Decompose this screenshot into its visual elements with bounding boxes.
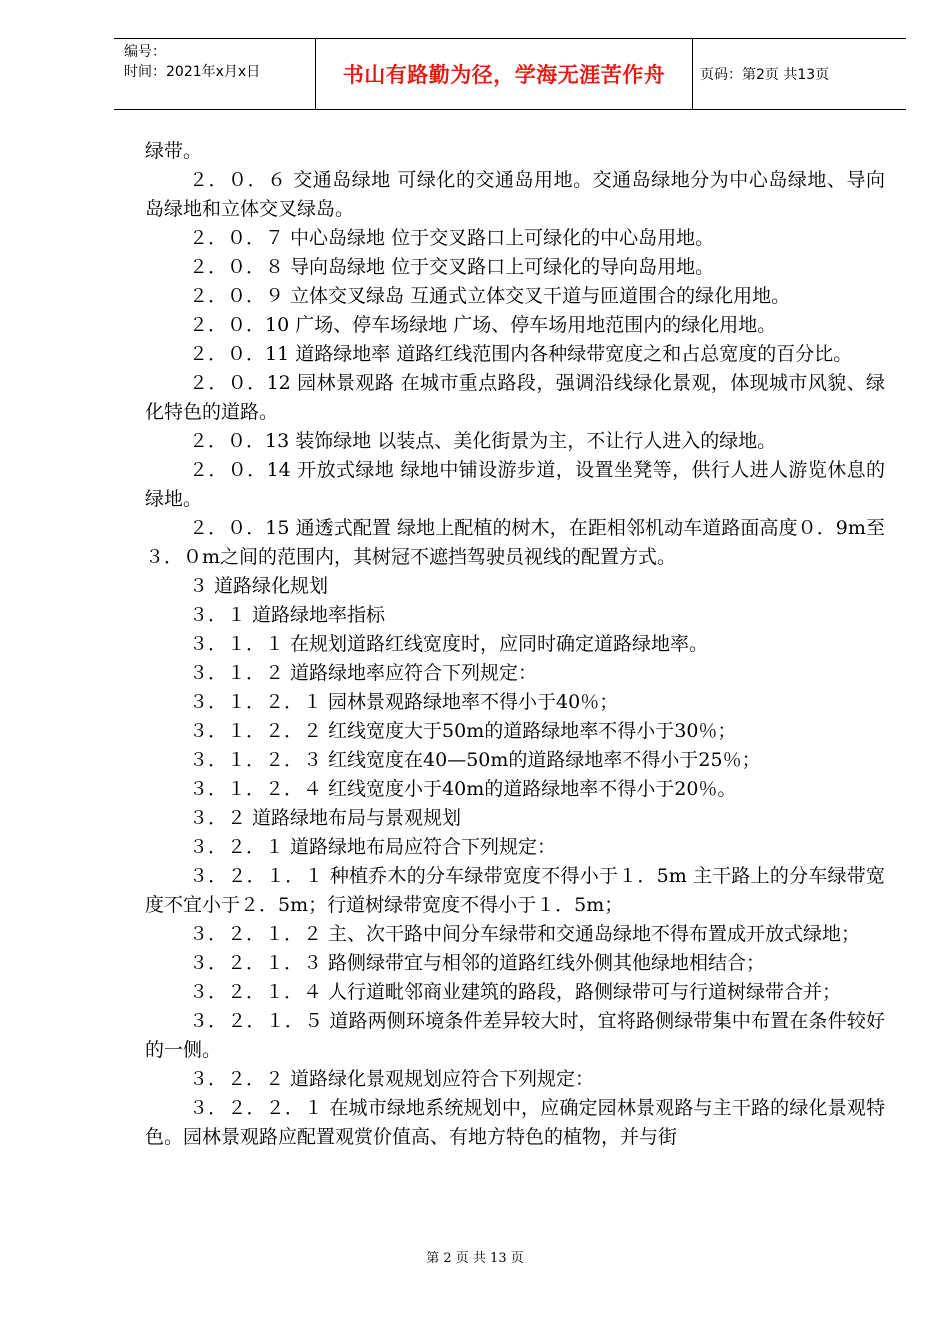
header-motto: 书山有路勤为径，学海无涯苦作舟 xyxy=(316,39,693,109)
paragraph: ３．１．２．２ 红线宽度大于50m的道路绿地率不得小于30％； xyxy=(189,720,737,742)
paragraph: ３．２．１．３ 路侧绿带宜与相邻的道路红线外侧其他绿地相结合； xyxy=(189,952,766,974)
paragraph: ３．２．１ 道路绿地布局应符合下列规定： xyxy=(189,836,557,858)
paragraph: ２．０．13 装饰绿地 以装点、美化街景为主，不让行人进入的绿地。 xyxy=(189,430,777,452)
number-label: 编号： xyxy=(124,44,166,60)
paragraph: ３．１．１ 在规划道路红线宽度时，应同时确定道路绿地率。 xyxy=(189,633,709,655)
paragraph: ２．０．14 开放式绿地 绿地中铺设游步道，设置坐凳等，供行人进人游览休息的绿地。 xyxy=(145,459,885,510)
document-body xyxy=(145,137,885,1152)
paragraph: ３．２．１．４ 人行道毗邻商业建筑的路段，路侧绿带可与行道树绿带合并； xyxy=(189,981,842,1003)
paragraph: ２．０．８ 导向岛绿地 位于交叉路口上可绿化的导向岛用地。 xyxy=(189,256,715,278)
header-page-info: 页码：第2页 共13页 xyxy=(700,67,830,83)
page-footer: 第 2 页 共 13 页 xyxy=(426,1251,524,1266)
section-heading: ３．１ 道路绿地率指标 xyxy=(189,604,386,626)
section-heading: ３．２ 道路绿地布局与景观规划 xyxy=(189,807,462,829)
paragraph: ２．０．12 园林景观路 在城市重点路段，强调沿线绿化景观，体现城市风貌、绿化特色的道路。 xyxy=(145,372,885,423)
paragraph: ３．２．１．２ 主、次干路中间分车绿带和交通岛绿地不得布置成开放式绿地； xyxy=(189,923,861,945)
section-heading: ３ 道路绿化规划 xyxy=(189,575,329,597)
paragraph: ３．１．２．４ 红线宽度小于40m的道路绿地率不得小于20％。 xyxy=(189,778,737,800)
paragraph: ３．１．２．３ 红线宽度在40—50m的道路绿地率不得小于25％； xyxy=(189,749,761,771)
paragraph: ２．０．９ 立体交叉绿岛 互通式立体交叉干道与匝道围合的绿化用地。 xyxy=(189,285,791,307)
paragraph: ３．１．２．１ 园林景观路绿地率不得小于40％； xyxy=(189,691,619,713)
header-meta xyxy=(114,39,316,109)
paragraph: ２．０．15 通透式配置 绿地上配植的树木，在距相邻机动车道路面高度０．9m至 ３．０m之间的范围内，其树冠不遮挡驾驶员视线的配置方式。 xyxy=(145,517,885,568)
paragraph: ２．０．６ 交通岛绿地 可绿化的交通岛用地。交通岛绿地分为中心岛绿地、导向岛绿地和立体交叉绿岛。 xyxy=(145,169,885,220)
paragraph: ３．２．１．５ 道路两侧环境条件差异较大时，宜将路侧绿带集中布置在条件较好的一侧。 xyxy=(145,1010,885,1061)
paragraph: 绿带。 xyxy=(145,140,203,162)
paragraph: ２．０．11 道路绿地率 道路红线范围内各种绿带宽度之和占总宽度的百分比。 xyxy=(189,343,853,365)
paragraph: ３．２．２．１ 在城市绿地系统规划中，应确定园林景观路与主干路的绿化景观特色。园林景观路应配置观赏价值高、有地方特色的植物，并与街 xyxy=(145,1097,885,1148)
paragraph: ３．２．２ 道路绿化景观规划应符合下列规定： xyxy=(189,1068,595,1090)
time-label: 时间：2021年x月x日 xyxy=(124,64,261,80)
paragraph: ３．１．２ 道路绿地率应符合下列规定： xyxy=(189,662,538,684)
paragraph: ２．０．７ 中心岛绿地 位于交叉路口上可绿化的中心岛用地。 xyxy=(189,227,715,249)
page-header xyxy=(114,38,906,110)
paragraph: ２．０．10 广场、停车场绿地 广场、停车场用地范围内的绿化用地。 xyxy=(189,314,777,336)
paragraph: ３．２．１．１ 种植乔木的分车绿带宽度不得小于１．5m 主干路上的分车绿带宽度不宜小于２．5m；行道树绿带宽度不得小于１．5m； xyxy=(145,865,885,916)
